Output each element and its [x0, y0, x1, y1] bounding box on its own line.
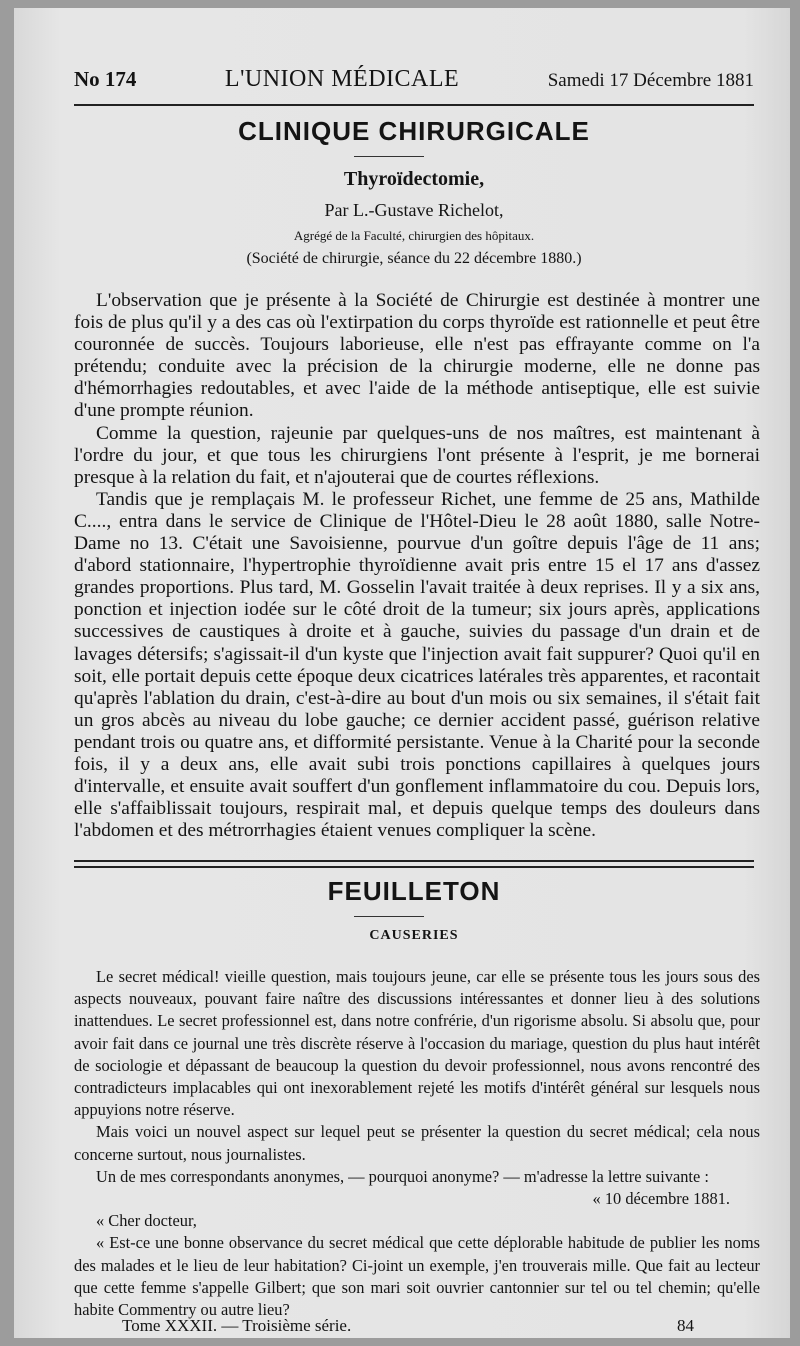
feuilleton-paragraph: Mais voici un nouvel aspect sur lequel peut se présenter la question du secret médical; cela nous concerne surtout, nous journalistes.	[74, 1122, 760, 1164]
newspaper-page	[14, 8, 790, 1338]
page-header	[74, 66, 754, 96]
feuilleton-body	[74, 966, 760, 1321]
article-paragraph: L'observation que je présente à la Société de Chirurgie est destinée à montrer une fois de plus qu'il y a des cas où l'extirpation du corps thyroïde est rationnelle et peut être couronnée de succès. Toujours laborieuse, elle n'est pas effrayante comme on l'a prétendu; conduite avec la précision de la chirurgie moderne, elle ne donne pas d'hémorrhagies redoutables, et avec l'aide de la méthode antiseptique, elle est suivie d'une prompte réunion.	[74, 290, 760, 422]
section-title-clinique: CLINIQUE CHIRURGICALE	[238, 116, 590, 146]
letter-salutation: « Cher docteur,	[96, 1211, 197, 1231]
section-divider	[354, 916, 424, 917]
volume-info: Tome XXXII. — Troisième série.	[122, 1316, 352, 1335]
article-author: Par L.-Gustave Richelot,	[324, 200, 504, 220]
article-paragraph: Comme la question, rajeunie par quelques-uns de nos maîtres, est maintenant à l'ordre du jour, et que tous les chirurgiens l'ont présente à l'esprit, je me bornerai presque à la relation du fait, et n'ajouterai que de courtes réflexions.	[74, 422, 760, 488]
article-paragraph: Tandis que je remplaçais M. le professeur Richet, une femme de 25 ans, Mathilde C...., entra dans le service de Clinique de l'Hôtel-Dieu le 28 août 1880, salle Notre-Dame no 13. C'était une Savoisienne, pourvue d'un goître depuis l'âge de 11 ans; d'abord stationnaire, l'hypertrophie thyroïdienne avait pris entre 15 el 17 ans d'assez grandes proportions. Plus tard, M. Gosselin l'avait traitée à deux reprises. Il y a six ans, ponction et injection iodée sur le côté droit de la tumeur; six jours après, applications successives de caustiques à droite et à gauche, suivies du passage d'un drain et de lavages détersifs; s'agissait-il d'un kyste que l'injection avait fait suppurer? Quoi qu'il en soit, elle portait depuis cette époque deux cicatrices latérales très apparentes, et racontait qu'après l'ablation du drain, c'est-à-dire au bout d'un mois ou six semaines, il s'était fait un gros abcès au niveau du lobe gauche; ce dernier accident passé, guérison relative pendant trois ou quatre ans, et difformité persistante. Venue à la Charité pour la seconde fois, il y a deux ans, elle avait subi trois ponctions capillaires à quelques jours d'intervalle, et ensuite avait souffert d'un gonflement inflammatoire du cou. Depuis lors, elle s'affaiblissait toujours, respirait mal, et depuis quelque temps des douleurs dans l'abdomen et des métrorrhagies étaient venues compliquer la scène.	[74, 488, 760, 842]
feuilleton-paragraph: Le secret médical! vieille question, mais toujours jeune, car elle se présente tous les jours sous des aspects nouveaux, pouvant faire naître des discussions intéressantes et donner lieu à des solutions inattendues. Le secret professionnel est, dans notre confrérie, d'un rigorisme absolu. Si absolu que, pour avoir fait dans ce journal une très discrète réserve à l'occasion du mariage, question du plus haut intérêt de sociologie et dépassant de beaucoup la question du devoir professionnel, nous avons rencontré des contradicteurs implacables qui ont inexorablement rejeté les motifs d'intérêt général sur lesquels nous appuyions notre réserve.	[74, 967, 760, 1120]
session-note: (Société de chirurgie, séance du 22 décembre 1880.)	[246, 250, 582, 267]
issue-number: No 174	[74, 67, 137, 91]
section-title-feuilleton: FEUILLETON	[327, 876, 501, 906]
issue-date: Samedi 17 Décembre 1881	[547, 70, 754, 91]
author-affiliation: Agrégé de la Faculté, chirurgien des hôpitaux.	[293, 228, 535, 243]
article-title: Thyroïdectomie,	[343, 168, 485, 190]
journal-title: L'UNION MÉDICALE	[224, 66, 460, 92]
feuilleton-subtitle: CAUSERIES	[369, 928, 459, 943]
letter-date: « 10 décembre 1881.	[592, 1189, 730, 1209]
letter-body: « Est-ce une bonne observance du secret médical que cette déplorable habitude de publier les noms des malades et le lieu de leur habitation? Ci-joint un exemple, j'en trouverais mille. Que fait au lecteur que cette femme s'appelle Gilbert; que son mari soit ouvrier cantonnier sur tel ou tel chemin; qu'elle habite Commentry ou autre lieu?	[74, 1233, 760, 1320]
header-rule	[74, 104, 754, 106]
page-footer	[122, 1316, 694, 1336]
page-number: 84	[677, 1316, 694, 1335]
feuilleton-paragraph: Un de mes correspondants anonymes, — pourquoi anonyme? — m'adresse la lettre suivante :	[96, 1166, 709, 1186]
clinique-article-body	[74, 290, 760, 842]
section-divider	[354, 156, 424, 157]
feuilleton-separator	[74, 860, 754, 868]
